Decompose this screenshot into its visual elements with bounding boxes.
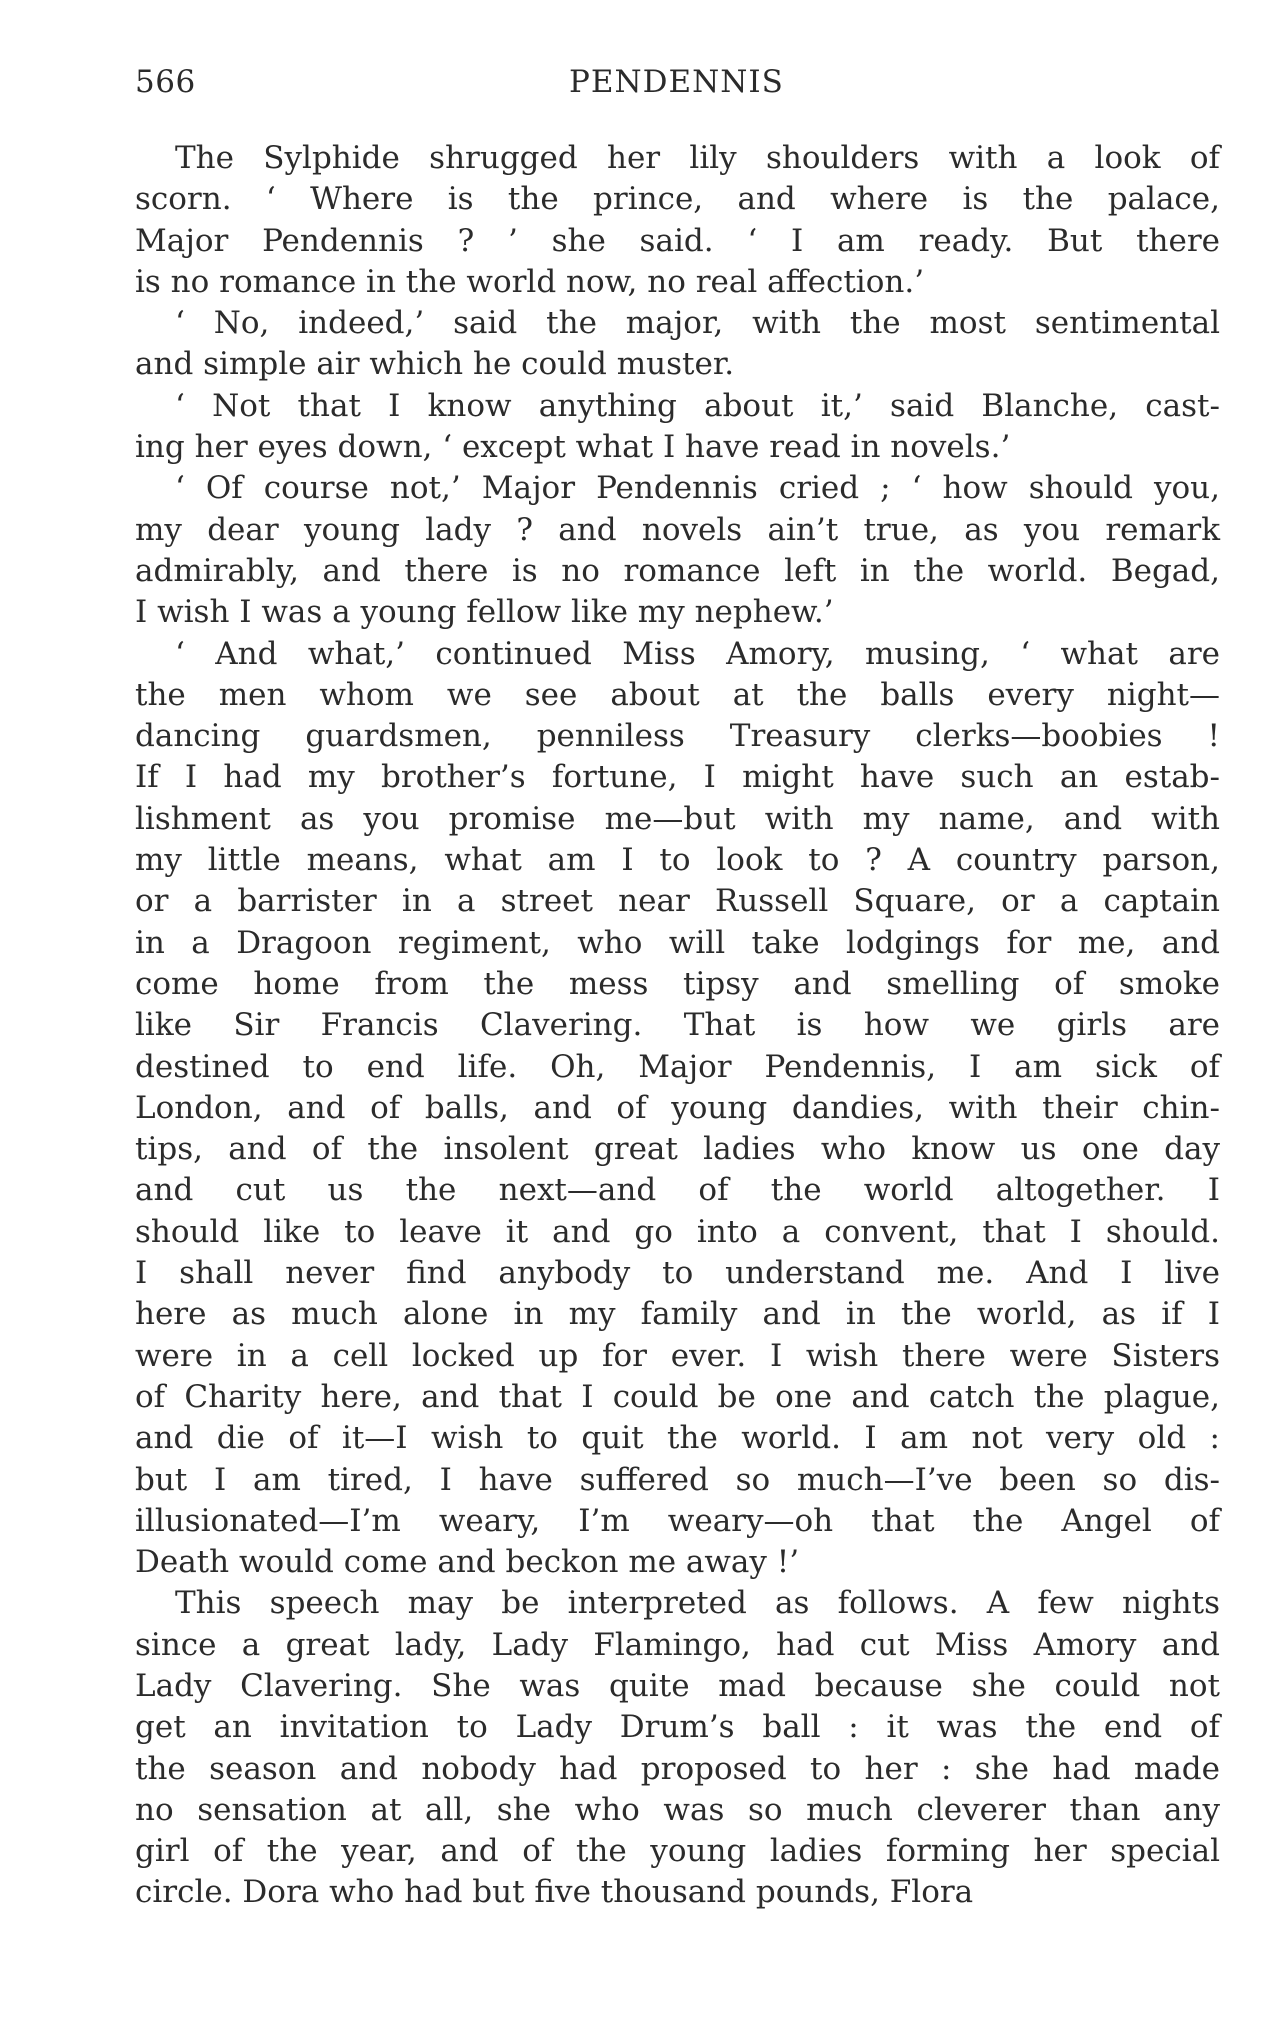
text-line: Lady Clavering. She was quite mad because she could not — [135, 1667, 1220, 1704]
running-head — [135, 58, 1220, 106]
text-line: lishment as you promise me—but with my name, and with — [135, 800, 1220, 837]
text-line: admirably, and there is no romance left in the world. Begad, — [135, 552, 1220, 589]
text-line: but I am tired, I have suffered so much—I’ve been so dis- — [135, 1461, 1220, 1498]
text-line: my dear young lady ? and novels ain’t true, as you remark — [135, 511, 1220, 548]
text-line: the men whom we see about at the balls every night— — [135, 676, 1220, 713]
text-line: get an invitation to Lady Drum’s ball : it was the end of — [135, 1709, 1220, 1746]
text-line: since a great lady, Lady Flamingo, had cut Miss Amory and — [135, 1626, 1220, 1663]
text-line: illusionated—I’m weary, I’m weary—oh that the Angel of — [135, 1502, 1220, 1539]
text-line: London, and of balls, and of young dandies, with their chin- — [135, 1089, 1220, 1126]
text-line: were in a cell locked up for ever. I wish there were Sisters — [135, 1337, 1220, 1374]
text-line: and cut us the next—and of the world altogether. I — [135, 1172, 1220, 1209]
paragraph — [135, 303, 1220, 386]
text-line: or a barrister in a street near Russell Square, or a captain — [135, 883, 1220, 920]
paragraph — [135, 386, 1220, 469]
text-line: If I had my brother’s fortune, I might have such an estab- — [135, 759, 1220, 796]
text-line: ‘ Of course not,’ Major Pendennis cried ; ‘ how should you, — [175, 470, 1220, 507]
paragraph — [135, 138, 1220, 303]
text-line: This speech may be interpreted as follows. A few nights — [175, 1585, 1220, 1622]
text-line: I shall never find anybody to understand me. And I live — [135, 1255, 1220, 1292]
text-line: ‘ Not that I know anything about it,’ said Blanche, cast- — [175, 387, 1220, 424]
text-line: ing her eyes down, ‘ except what I have read in novels.’ — [135, 429, 1011, 466]
text-line: is no romance in the world now, no real affection.’ — [135, 263, 925, 300]
text-line: and simple air which he could muster. — [135, 346, 735, 383]
text-line: destined to end life. Oh, Major Pendennis, I am sick of — [135, 1048, 1220, 1085]
paragraph — [135, 634, 1220, 1584]
text-line: here as much alone in my family and in the world, as if I — [135, 1296, 1220, 1333]
text-line: ‘ No, indeed,’ said the major, with the most sentimental — [175, 305, 1220, 342]
paragraph — [135, 468, 1220, 633]
text-line: the season and nobody had proposed to her : she had made — [135, 1750, 1220, 1787]
text-line: like Sir Francis Clavering. That is how we girls are — [135, 1007, 1220, 1044]
text-line: of Charity here, and that I could be one and catch the plague, — [135, 1378, 1220, 1415]
running-title: PENDENNIS — [569, 64, 784, 100]
text-line: Death would come and beckon me away !’ — [135, 1544, 800, 1581]
text-line: scorn. ‘ Where is the prince, and where is the palace, — [135, 181, 1220, 218]
text-line: dancing guardsmen, penniless Treasury clerks—boobies ! — [135, 718, 1220, 755]
text-line: ‘ And what,’ continued Miss Amory, musing, ‘ what are — [175, 635, 1220, 672]
text-line: I wish I was a young fellow like my nephew.’ — [135, 594, 834, 631]
body-text — [135, 138, 1220, 1914]
text-line: tips, and of the insolent great ladies who know us one day — [135, 1131, 1220, 1168]
text-line: girl of the year, and of the young ladies forming her special — [135, 1833, 1220, 1870]
page-number: 566 — [135, 64, 196, 100]
text-line: in a Dragoon regiment, who will take lodgings for me, and — [135, 924, 1220, 961]
text-line: circle. Dora who had but five thousand pounds, Flora — [135, 1874, 974, 1911]
text-line: my little means, what am I to look to ? A country parson, — [135, 842, 1220, 879]
text-line: The Sylphide shrugged her lily shoulders with a look of — [175, 140, 1220, 176]
text-line: and die of it—I wish to quit the world. I am not very old : — [135, 1420, 1220, 1457]
text-line: come home from the mess tipsy and smelling of smoke — [135, 965, 1220, 1002]
text-line: Major Pendennis ? ’ she said. ‘ I am ready. But there — [135, 222, 1220, 259]
paragraph — [135, 1583, 1220, 1913]
text-line: no sensation at all, she who was so much cleverer than any — [135, 1791, 1220, 1828]
text-line: should like to leave it and go into a convent, that I should. — [135, 1213, 1220, 1250]
